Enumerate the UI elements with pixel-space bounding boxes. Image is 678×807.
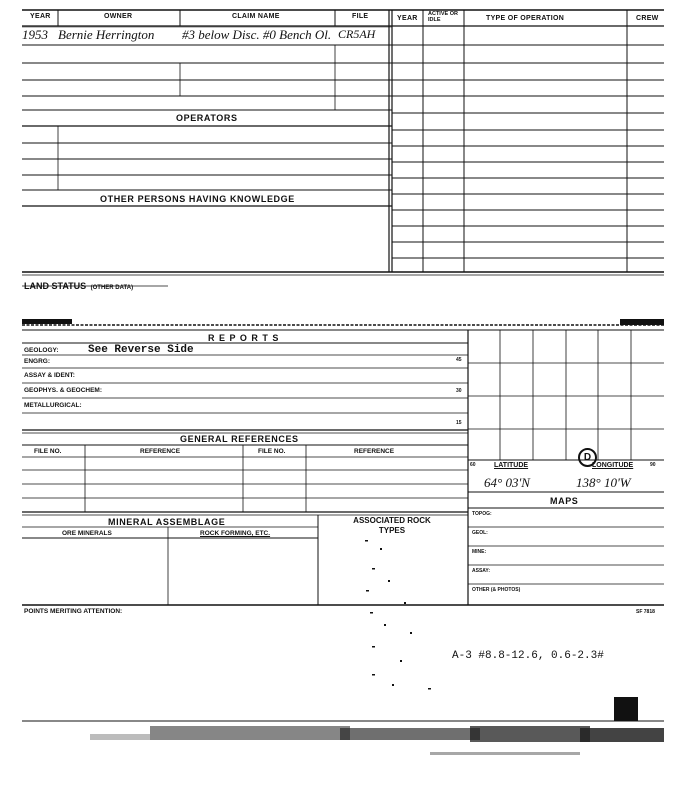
report-label-metallurgical: METALLURGICAL: <box>24 402 82 409</box>
header-year: YEAR <box>30 13 51 20</box>
ore-minerals-label: ORE MINERALS <box>62 530 112 537</box>
gr-header-reference-2: REFERENCE <box>354 448 395 455</box>
gr-header-file-no-1: FILE NO. <box>34 448 62 455</box>
registration-square <box>614 697 638 721</box>
gr-header-file-no-2: FILE NO. <box>258 448 286 455</box>
entry-owner: Bernie Herrington <box>58 27 155 42</box>
longitude-value: 138° 10'W <box>576 475 631 490</box>
header-active-or-idle: ACTIVE OR IDLE <box>428 11 458 23</box>
report-num-geology: 45 <box>456 357 462 363</box>
rock-forming-label: ROCK FORMING, ETC. <box>200 530 271 537</box>
points-meriting-attention-label: POINTS MERITING ATTENTION: <box>24 608 123 615</box>
gr-header-reference-1: REFERENCE <box>140 448 181 455</box>
report-num-metallurgical: 15 <box>456 420 462 426</box>
maps-row-geol: GEOL: <box>472 530 488 536</box>
header-claim-name: CLAIM NAME <box>232 13 280 20</box>
other-persons-label: OTHER PERSONS HAVING KNOWLEDGE <box>100 194 295 204</box>
general-references-title: GENERAL REFERENCES <box>180 434 299 444</box>
land-status-title: LAND STATUS <box>24 281 87 291</box>
report-label-assay: ASSAY & IDENT: <box>24 372 75 379</box>
latitude-mark: 60 <box>470 462 476 468</box>
maps-row-other: OTHER (& PHOTOS) <box>472 587 521 593</box>
circled-marker: D <box>578 448 597 467</box>
header-year-right: YEAR <box>397 15 418 22</box>
reports-title: R E P O R T S <box>208 333 280 343</box>
report-num-assay: 30 <box>456 388 462 394</box>
longitude-label: LONGITUDE <box>592 462 634 469</box>
maps-row-assay: ASSAY: <box>472 568 491 574</box>
entry-year: 1953 <box>22 27 48 42</box>
associated-rock-types-label: ASSOCIATED ROCK TYPES <box>353 516 431 535</box>
report-label-engrg: ENGRG: <box>24 358 50 365</box>
header-crew: CREW <box>636 15 659 22</box>
maps-title: MAPS <box>550 496 579 506</box>
report-label-geophys: GEOPHYS. & GEOCHEM: <box>24 387 103 394</box>
latitude-label: LATITUDE <box>494 462 529 469</box>
latitude-value: 64° 03'N <box>484 475 530 490</box>
header-owner: OWNER <box>104 13 133 20</box>
land-status-sub: (OTHER DATA) <box>90 285 134 291</box>
form-number: SF 7818 <box>636 609 655 615</box>
header-type-of-operation: TYPE OF OPERATION <box>486 15 565 22</box>
maps-row-mine: MINE: <box>472 549 487 555</box>
entry-file: CR5AH <box>338 27 376 41</box>
mineral-assemblage-title: MINERAL ASSEMBLAGE <box>108 517 226 527</box>
entry-claim: #3 below Disc. #0 Bench Ol. <box>182 27 332 42</box>
header-file: FILE <box>352 13 369 20</box>
report-label-geology: GEOLOGY: <box>24 347 59 354</box>
assay-note: A-3 #8.8-12.6, 0.6-2.3# <box>452 650 604 662</box>
longitude-mark: 90 <box>650 462 656 468</box>
land-status-heading <box>24 276 133 294</box>
report-value-geology: See Reverse Side <box>88 344 194 356</box>
maps-row-topog: TOPOG: <box>472 511 492 517</box>
operators-label: OPERATORS <box>176 113 238 123</box>
